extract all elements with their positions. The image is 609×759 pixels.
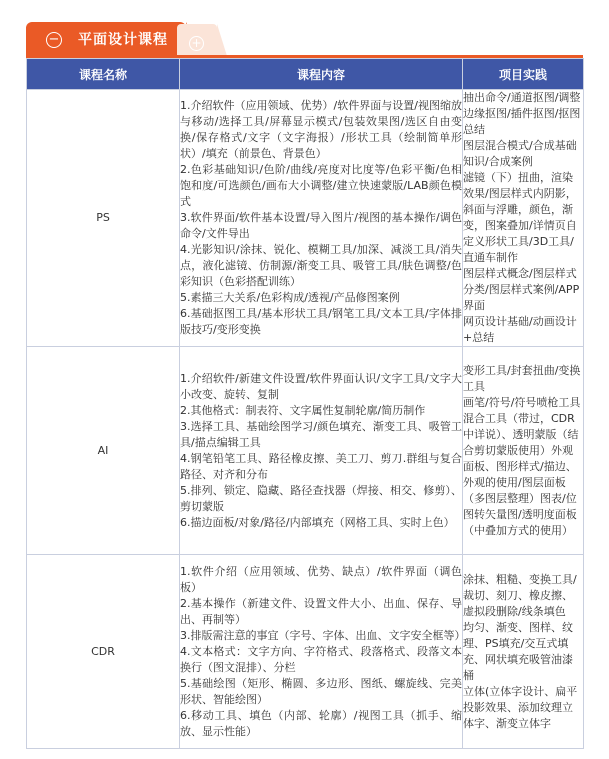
plus-circle-icon[interactable]: + [189,36,204,51]
content-line: 1.软件介绍（应用领域、优势、缺点）/软件界面（调色板） [180,564,462,594]
course-name: PS [27,90,180,347]
practice-line: 图层混合模式/合成基础知识/合成案例 [463,139,577,168]
project-practice [463,555,584,749]
practice-line: 混合工具（带过，CDR中详说）、透明蒙版（结合剪切蒙版使用）外观面板、图形样式/描边、外观的使用/图层面板（多图层整理）图表/位图转矢量图/透明度面板（中叠加方式的使用） [463,411,579,537]
practice-line: 抽出命令/通道抠图/调整边缘抠图/插件抠图/抠图总结 [463,91,581,136]
course-name: AI [27,347,180,555]
content-line: 4.光影知识/涂抹、锐化、模糊工具/加深、减淡工具/消失点，液化滤镜、仿制源/渐变工具、吸管工具/肤色调整/色彩知识（色彩搭配训练） [180,243,462,288]
content-line: 3.选择工具、基础绘图学习/颜色填充、渐变工具、吸管工具/描点编辑工具 [180,419,462,449]
header-course-content: 课程内容 [180,59,463,90]
content-line: 2.色彩基础知识/色阶/曲线/亮度对比度等/色彩平衡/色相饱和度/可选颜色/画布大小调整/建立快速蒙版/LAB颜色模式 [180,163,462,208]
header-course-name: 课程名称 [27,59,180,90]
course-table [26,58,584,749]
minus-circle-icon[interactable]: − [46,32,62,48]
table-header-row [27,59,584,90]
content-line: 4.钢笔铅笔工具、路径橡皮擦、美工刀、剪刀.群组与复合路径、对齐和分布 [180,451,462,481]
content-line: 4.文本格式：文字方向、字符格式、段落格式、段落文本换行（图文混排）、分栏 [180,644,462,674]
content-line: 5.排列、锁定、隐藏、路径查找器（焊接、相交、修剪）、剪切蒙版 [180,483,462,513]
content-line: 1.介绍软件（应用领域、优势）/软件界面与设置/视图缩放与移动/选择工具/屏幕显示模式/包装效果图/选区自由变换/保存格式/文字（文字海报）/形状工具（绘制简单形状）/填充（前景色、背景色） [180,99,462,160]
course-content [180,90,463,347]
course-content [180,347,463,555]
content-line: 6.基础抠图工具/基本形状工具/钢笔工具/文本工具/字体排版技巧/变形变换 [180,307,462,336]
practice-line: 滤镜（下）扭曲，渲染效果/图层样式内阴影，斜面与浮雕，颜色，渐变，图案叠加/详情页自定义形状工具/3D工具/直通车制作 [463,171,577,264]
header-project-practice: 项目实践 [463,59,584,90]
tab-bar [0,0,609,57]
course-content [180,555,466,749]
practice-line: 网页设计基础/动画设计+总结 [463,315,577,344]
content-line: 3.软件界面/软件基本设置/导入图片/视图的基本操作/调色命令/文件导出 [180,211,462,240]
project-practice [463,90,584,347]
content-line: 6.移动工具、填色（内部、轮廓）/视图工具（抓手、缩放、显示性能） [180,708,462,738]
table-row [27,90,584,347]
practice-line: 立体(立体字设计、扁平投影效果、添加纹理立体字、渐变立体字 [463,684,578,730]
table-row [27,555,584,749]
project-practice [463,347,584,555]
practice-line: 均匀、渐变、图样、纹理、PS填充/交互式填充、网状填充吸管油漆桶 [463,620,573,682]
content-line: 1.介绍软件/新建文件设置/软件界面认识/文字工具/文字大小改变、旋转、复制 [180,371,462,401]
tab-title[interactable]: 平面设计课程 [78,32,168,48]
practice-line: 涂抹、粗糙、变换工具/裁切、刻刀、橡皮擦、虚拟段删除/线条填色 [463,572,577,618]
content-line: 3.排版需注意的事宜（字号、字体、出血、文字安全框等） [180,628,466,642]
content-line: 6.描边面板/对象/路径/内部填充（网格工具、实时上色） [180,515,455,529]
content-line: 2.其他格式：制表符、文字属性复制轮廓/简历制作 [180,403,426,417]
practice-line: 图层样式概念/图层样式分类/图层样式案例/APP界面 [463,267,580,312]
practice-line: 画笔/符号/符号喷枪工具 [463,395,581,409]
content-line: 5.素描三大关系/色彩构成/透视/产品修图案例 [180,291,400,304]
practice-line: 变形工具/封套扭曲/变换工具 [463,363,581,393]
content-line: 2.基本操作（新建文件、设置文件大小、出血、保存、导出、再制等） [180,596,462,626]
content-line: 5.基础绘图（矩形、椭圆、多边形、图纸、螺旋线、完美形状、智能绘图） [180,676,462,706]
table-row [27,347,584,555]
course-name: CDR [27,555,180,749]
